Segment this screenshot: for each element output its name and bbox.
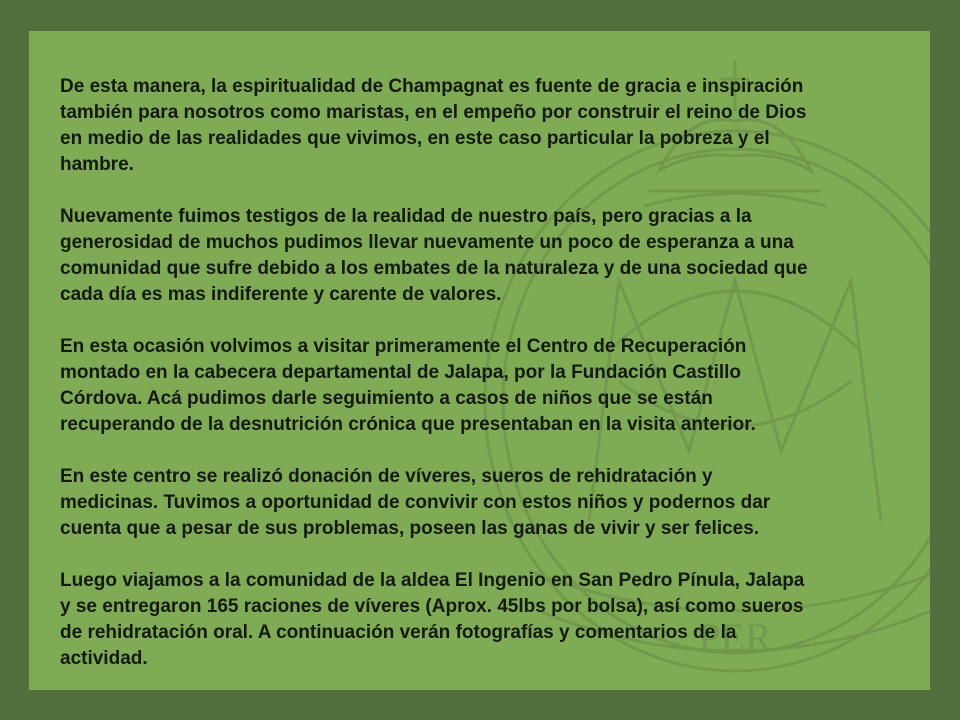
text-line: En este centro se realizó donación de víveres, sueros de rehidratación y xyxy=(60,466,713,487)
text-line: De esta manera, la espiritualidad de Champagnat es fuente de gracia e inspiración xyxy=(60,76,804,97)
text-line: Córdova. Acá pudimos darle seguimiento a casos de niños que se están xyxy=(60,388,713,409)
text-line: hambre. xyxy=(60,154,134,175)
text-line: también para nosotros como maristas, en el empeño por construir el reino de Dios xyxy=(60,102,807,123)
text-line: cada día es mas indiferente y carente de valores. xyxy=(60,284,502,305)
text-line: en medio de las realidades que vivimos, en este caso particular la pobreza y el xyxy=(60,128,770,149)
text-line: generosidad de muchos pudimos llevar nuevamente un poco de esperanza a una xyxy=(60,232,794,253)
text-line: actividad. xyxy=(60,648,148,669)
paragraph-centro-recuperacion xyxy=(60,334,920,438)
text-line: recuperando de la desnutrición crónica que presentaban en la visita anterior. xyxy=(60,414,756,435)
slide-content-panel xyxy=(29,31,930,690)
text-line: cuenta que a pesar de sus problemas, poseen las ganas de vivir y ser felices. xyxy=(60,518,760,539)
text-line: y se entregaron 165 raciones de víveres (Aprox. 45lbs por bolsa), así como sueros xyxy=(60,596,804,617)
paragraph-testigos xyxy=(60,204,920,308)
paragraph-donacion xyxy=(60,464,920,542)
text-line: medicinas. Tuvimos a oportunidad de convivir con estos niños y podernos dar xyxy=(60,492,771,513)
paragraph-aldea-el-ingenio xyxy=(60,568,920,672)
text-line: comunidad que sufre debido a los embates de la naturaleza y de una sociedad que xyxy=(60,258,808,279)
text-line: En esta ocasión volvimos a visitar primeramente el Centro de Recuperación xyxy=(60,336,747,357)
text-line: Nuevamente fuimos testigos de la realidad de nuestro país, pero gracias a la xyxy=(60,206,752,227)
text-line: Luego viajamos a la comunidad de la aldea El Ingenio en San Pedro Pínula, Jalapa xyxy=(60,570,805,591)
text-line: montado en la cabecera departamental de Jalapa, por la Fundación Castillo xyxy=(60,362,742,383)
paragraph-champagnat xyxy=(60,74,920,178)
text-line: de rehidratación oral. A continuación verán fotografías y comentarios de la xyxy=(60,622,737,643)
watermark-text: PER xyxy=(698,615,772,660)
slide-text-body xyxy=(60,74,920,690)
